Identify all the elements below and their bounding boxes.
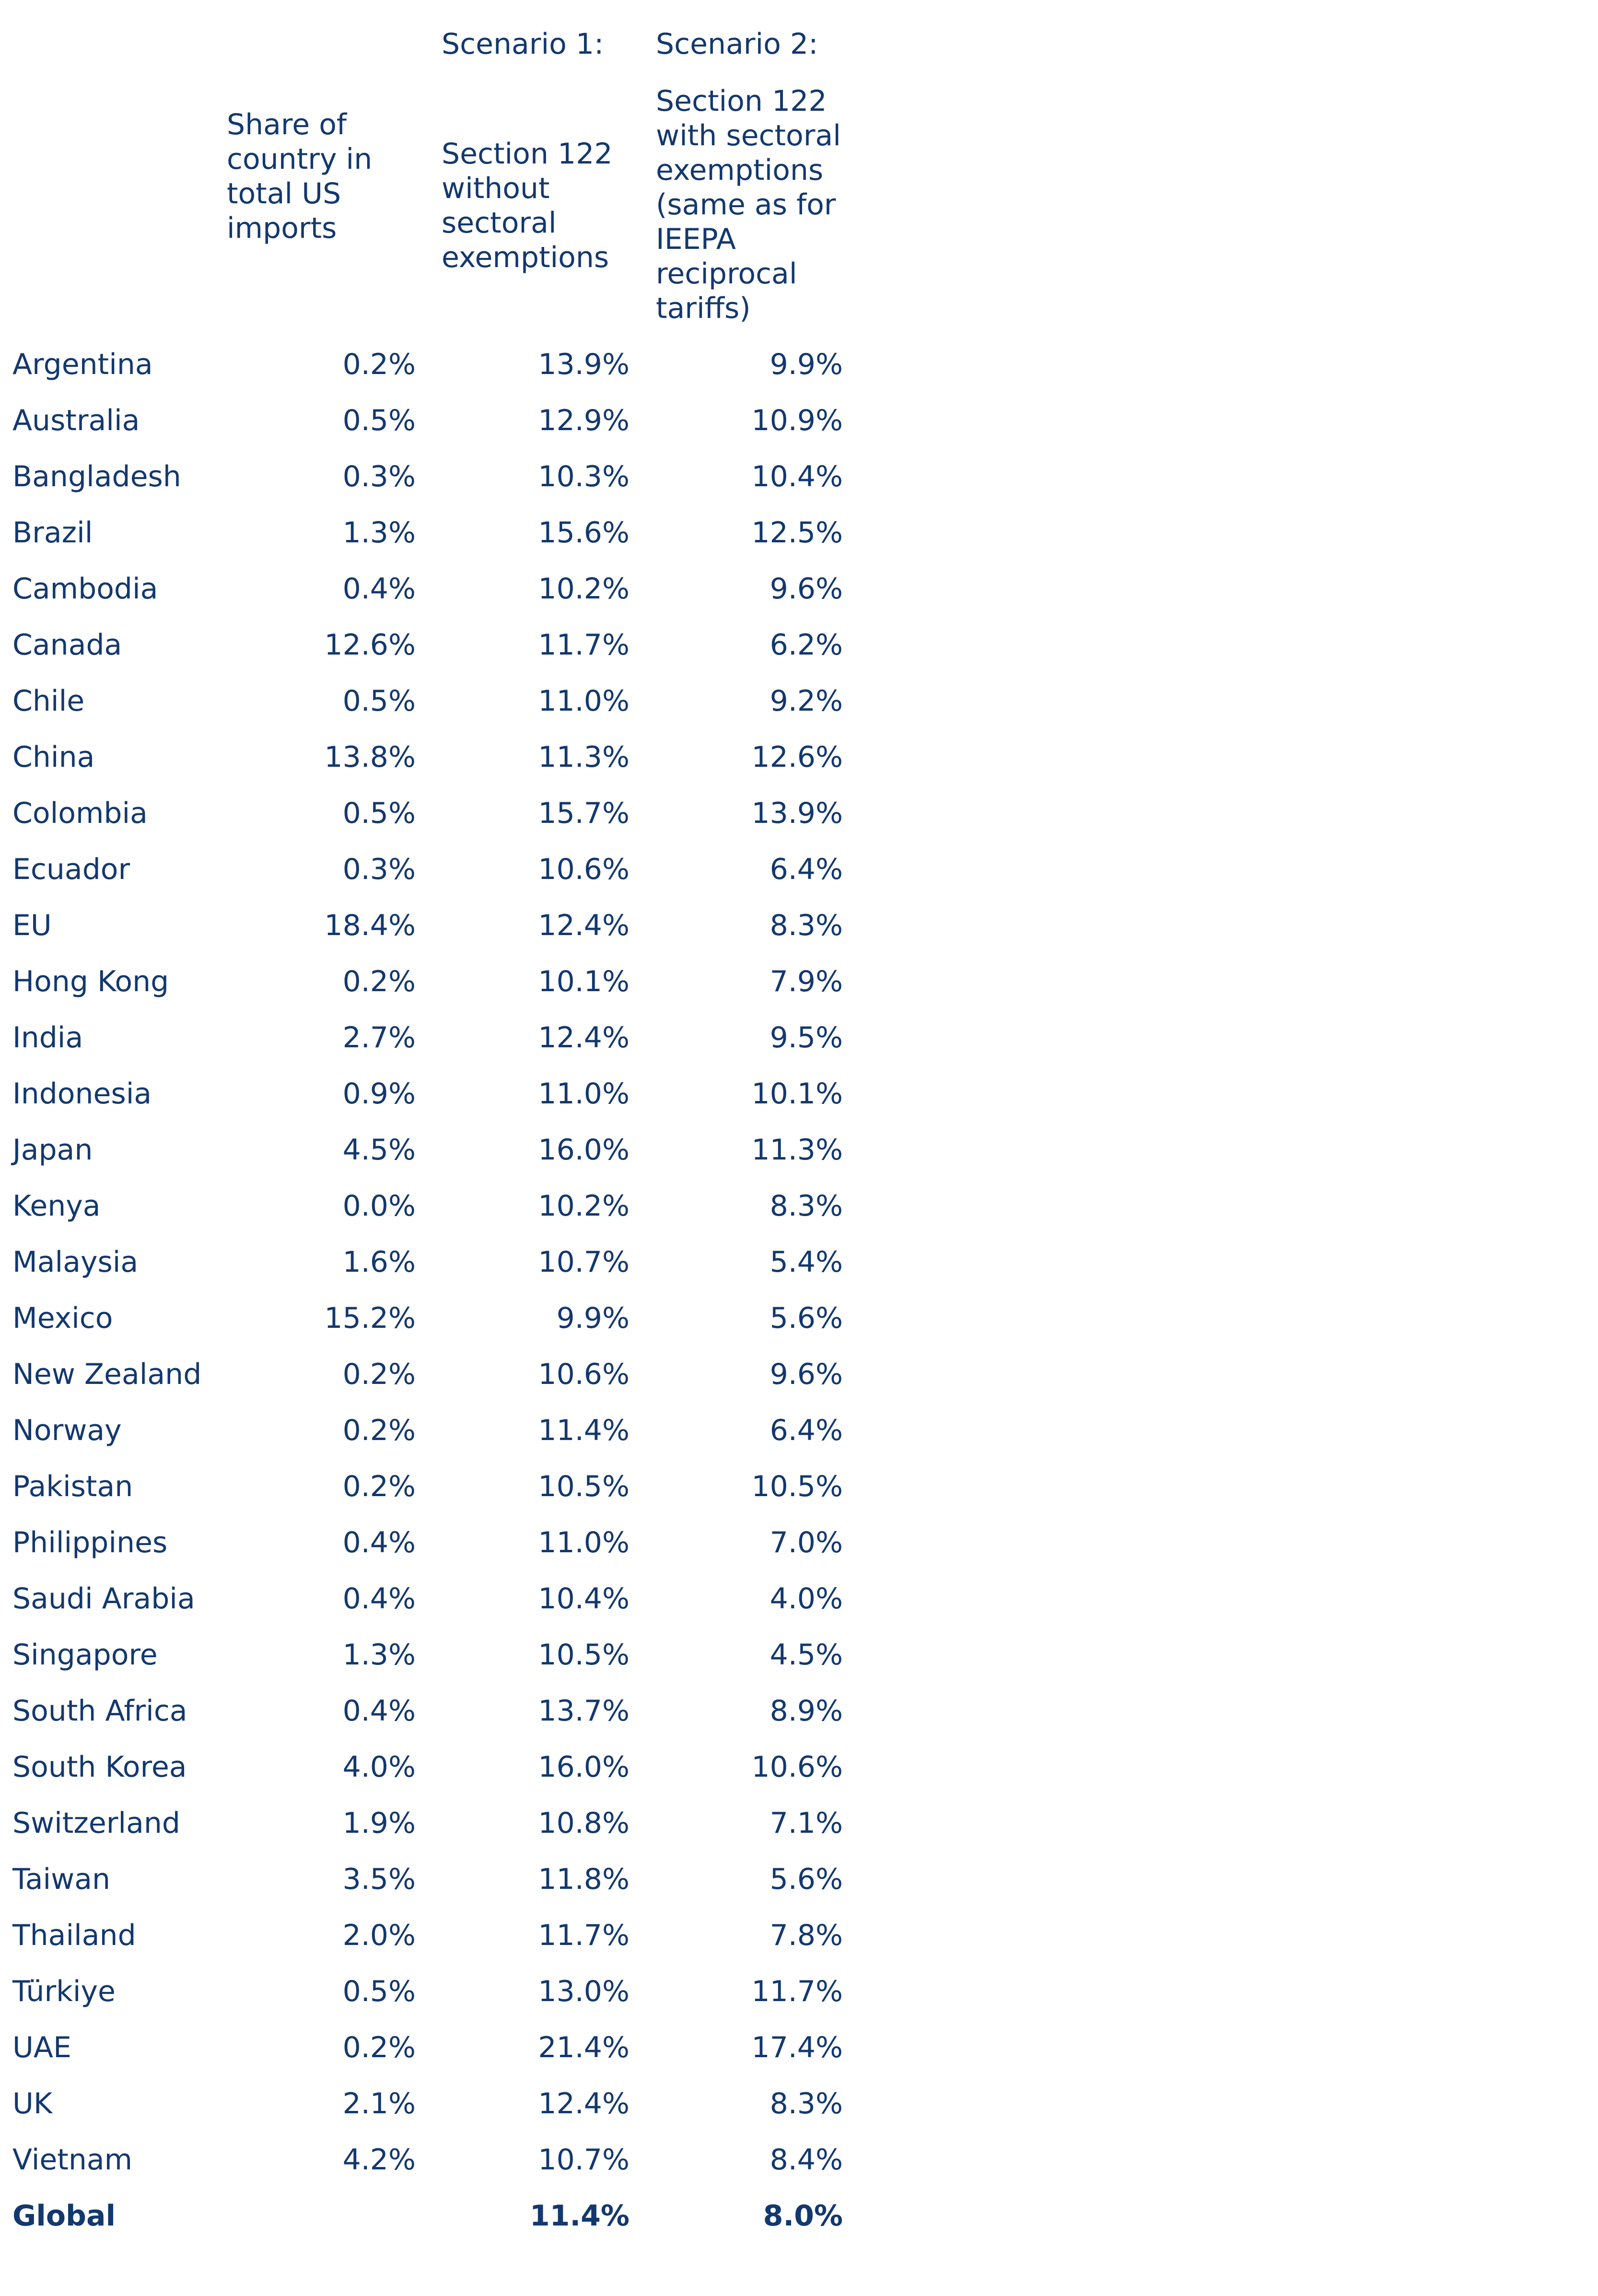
- share-value: 1.6%: [342, 1245, 416, 1279]
- scenario1-value: 10.2%: [538, 572, 630, 606]
- share-value: 4.0%: [342, 1750, 416, 1784]
- scenario1-value: 10.1%: [538, 965, 630, 998]
- table-row: [0, 1689, 863, 1745]
- scenario2-value: 11.3%: [751, 1133, 843, 1167]
- share-value: 0.4%: [342, 572, 416, 606]
- table-row: [0, 679, 863, 736]
- country-name: Vietnam: [12, 2143, 133, 2177]
- share-value: 0.0%: [342, 1189, 416, 1223]
- table-row: [0, 960, 863, 1016]
- scenario1-value: 12.4%: [538, 909, 630, 942]
- share-value: 0.2%: [342, 348, 416, 381]
- scenario2-title: Scenario 2:: [656, 27, 818, 61]
- scenario2-value: 10.1%: [751, 1077, 843, 1111]
- share-value: 0.2%: [342, 965, 416, 998]
- scenario2-value: 5.4%: [770, 1245, 843, 1279]
- country-name: Switzerland: [12, 1806, 180, 1840]
- scenario1-value: 10.4%: [538, 1582, 630, 1616]
- country-name: Malaysia: [12, 1245, 139, 1279]
- country-name: South Korea: [12, 1750, 187, 1784]
- country-name: Japan: [12, 1133, 93, 1167]
- country-name: Saudi Arabia: [12, 1582, 195, 1616]
- scenario2-value: 9.6%: [770, 572, 843, 606]
- scenario2-desc-line: exemptions: [656, 153, 824, 187]
- table-row: [0, 1184, 863, 1241]
- table-row: [0, 1072, 863, 1128]
- share-value: 0.2%: [342, 1470, 416, 1503]
- scenario2-desc-line: (same as for: [656, 188, 836, 222]
- scenario2-value: 7.0%: [770, 1526, 843, 1559]
- country-name: Ecuador: [12, 853, 130, 886]
- scenario2-desc-line: IEEPA: [656, 223, 736, 256]
- scenario2-desc-line: Section 122: [656, 84, 827, 118]
- country-name: UAE: [12, 2031, 71, 2064]
- scenario2-value: 4.5%: [770, 1638, 843, 1672]
- table-row: [0, 1745, 863, 1802]
- scenario1-title: Scenario 1:: [442, 27, 604, 61]
- country-name: Pakistan: [12, 1470, 133, 1503]
- table-row: [0, 1409, 863, 1465]
- table-row: [0, 623, 863, 679]
- scenario1-value: 10.6%: [538, 853, 630, 886]
- country-name: Colombia: [12, 797, 148, 830]
- table-row: [0, 1858, 863, 1914]
- country-name: Argentina: [12, 348, 153, 381]
- country-name: UK: [12, 2087, 53, 2120]
- header-share-line: country in: [227, 142, 373, 176]
- scenario1-desc-line: without: [442, 172, 550, 205]
- share-value: 2.7%: [342, 1021, 416, 1054]
- share-value: 4.5%: [342, 1133, 416, 1167]
- header-share-line: total US: [227, 177, 341, 211]
- country-name: Singapore: [12, 1638, 158, 1672]
- table-row: [0, 1521, 863, 1577]
- country-name: Türkiye: [12, 1975, 116, 2008]
- scenario2-value: 7.8%: [770, 1919, 843, 1952]
- table-row: [0, 455, 863, 511]
- scenario2-value: 7.1%: [770, 1806, 843, 1840]
- total-row: [0, 2194, 863, 2250]
- scenario1-value: 11.0%: [538, 684, 630, 718]
- scenario2-value: 9.6%: [770, 1358, 843, 1391]
- table-row: [0, 567, 863, 623]
- scenario2-value: 10.5%: [751, 1470, 843, 1503]
- table-row: [0, 1016, 863, 1072]
- country-name: Bangladesh: [12, 460, 181, 493]
- header-share-line: Share of: [227, 108, 347, 141]
- scenario1-value: 10.6%: [538, 1358, 630, 1391]
- country-name: Brazil: [12, 516, 93, 550]
- country-name: EU: [12, 909, 52, 942]
- scenario2-value: 12.5%: [751, 516, 843, 550]
- scenario1-value: 12.4%: [538, 2087, 630, 2120]
- share-value: 0.2%: [342, 2031, 416, 2064]
- scenario1-desc-line: Section 122: [442, 137, 613, 171]
- scenario2-value: 8.4%: [770, 2143, 843, 2177]
- table-row: [0, 1633, 863, 1689]
- scenario1-value: 12.9%: [538, 404, 630, 437]
- table-row: [0, 1970, 863, 2026]
- country-name: Norway: [12, 1414, 122, 1447]
- scenario2-value: 6.4%: [770, 1414, 843, 1447]
- table-row: [0, 1241, 863, 1297]
- share-value: 0.4%: [342, 1694, 416, 1728]
- total-scenario2-value: 8.0%: [763, 2199, 843, 2233]
- table-row: [0, 2082, 863, 2138]
- total-label: Global: [12, 2199, 116, 2233]
- scenario2-desc-line: reciprocal: [656, 257, 797, 291]
- scenario1-value: 13.0%: [538, 1975, 630, 2008]
- share-value: 13.8%: [324, 740, 416, 774]
- scenario2-value: 10.9%: [751, 404, 843, 437]
- table-row: [0, 848, 863, 904]
- scenario2-desc-line: tariffs): [656, 292, 751, 325]
- scenario2-value: 10.6%: [751, 1750, 843, 1784]
- scenario1-value: 10.7%: [538, 1245, 630, 1279]
- scenario2-value: 8.3%: [770, 2087, 843, 2120]
- scenario2-value: 9.5%: [770, 1021, 843, 1054]
- share-value: 4.2%: [342, 2143, 416, 2177]
- scenario2-value: 8.3%: [770, 1189, 843, 1223]
- scenario2-value: 11.7%: [751, 1975, 843, 2008]
- table-row: [0, 399, 863, 455]
- scenario1-value: 11.0%: [538, 1526, 630, 1559]
- country-name: Hong Kong: [12, 965, 169, 998]
- share-value: 15.2%: [324, 1301, 416, 1335]
- table-row: [0, 1577, 863, 1633]
- table-row: [0, 1297, 863, 1353]
- scenario1-desc-line: sectoral: [442, 206, 557, 240]
- share-value: 1.9%: [342, 1806, 416, 1840]
- share-value: 0.4%: [342, 1526, 416, 1559]
- country-name: New Zealand: [12, 1358, 202, 1391]
- scenario1-value: 11.8%: [538, 1863, 630, 1896]
- share-value: 0.5%: [342, 404, 416, 437]
- table-row: [0, 1353, 863, 1409]
- table-row: [0, 1914, 863, 1970]
- scenario1-value: 16.0%: [538, 1133, 630, 1167]
- header-scenario1-title: [442, 27, 604, 61]
- country-name: Canada: [12, 628, 122, 662]
- table-row: [0, 904, 863, 960]
- scenario2-value: 6.4%: [770, 853, 843, 886]
- total-scenario1-value: 11.4%: [529, 2199, 630, 2233]
- share-value: 1.3%: [342, 516, 416, 550]
- share-value: 3.5%: [342, 1863, 416, 1896]
- scenario1-value: 10.7%: [538, 2143, 630, 2177]
- scenario2-value: 7.9%: [770, 965, 843, 998]
- country-name: South Africa: [12, 1694, 187, 1728]
- table-row: [0, 792, 863, 848]
- scenario2-desc-line: with sectoral: [656, 119, 841, 152]
- scenario1-desc-line: exemptions: [442, 241, 609, 274]
- scenario1-value: 10.3%: [538, 460, 630, 493]
- country-name: Philippines: [12, 1526, 168, 1559]
- country-name: Chile: [12, 684, 85, 718]
- header-scenario2-title: [656, 27, 818, 61]
- header-share-line: imports: [227, 211, 337, 245]
- scenario1-value: 15.7%: [538, 797, 630, 830]
- country-name: Mexico: [12, 1301, 113, 1335]
- table-row: [0, 2026, 863, 2082]
- country-name: India: [12, 1021, 83, 1054]
- scenario1-value: 10.5%: [538, 1470, 630, 1503]
- header-scenario1-desc: [442, 137, 613, 275]
- share-value: 0.3%: [342, 460, 416, 493]
- share-value: 0.5%: [342, 797, 416, 830]
- scenario1-value: 11.3%: [538, 740, 630, 774]
- scenario1-value: 11.7%: [538, 628, 630, 662]
- scenario2-value: 9.9%: [770, 348, 843, 381]
- scenario1-value: 9.9%: [556, 1301, 630, 1335]
- scenario2-value: 5.6%: [770, 1863, 843, 1896]
- share-value: 0.2%: [342, 1358, 416, 1391]
- share-value: 0.5%: [342, 684, 416, 718]
- scenario1-value: 16.0%: [538, 1750, 630, 1784]
- country-name: Indonesia: [12, 1077, 152, 1111]
- scenario1-value: 12.4%: [538, 1021, 630, 1054]
- data-table: [0, 343, 863, 2250]
- scenario1-value: 13.7%: [538, 1694, 630, 1728]
- country-name: Kenya: [12, 1189, 101, 1223]
- scenario1-value: 10.2%: [538, 1189, 630, 1223]
- scenario2-value: 9.2%: [770, 684, 843, 718]
- country-name: Australia: [12, 404, 140, 437]
- scenario1-value: 11.7%: [538, 1919, 630, 1952]
- scenario2-value: 10.4%: [751, 460, 843, 493]
- share-value: 0.5%: [342, 1975, 416, 2008]
- scenario2-value: 4.0%: [770, 1582, 843, 1616]
- table-row: [0, 1802, 863, 1858]
- country-name: Thailand: [12, 1919, 136, 1952]
- share-value: 12.6%: [324, 628, 416, 662]
- scenario2-value: 13.9%: [751, 797, 843, 830]
- scenario1-value: 11.4%: [538, 1414, 630, 1447]
- share-value: 0.3%: [342, 853, 416, 886]
- table-row: [0, 1128, 863, 1184]
- scenario2-value: 6.2%: [770, 628, 843, 662]
- scenario1-value: 15.6%: [538, 516, 630, 550]
- share-value: 2.1%: [342, 2087, 416, 2120]
- scenario2-value: 8.3%: [770, 909, 843, 942]
- scenario2-value: 12.6%: [751, 740, 843, 774]
- table-row: [0, 343, 863, 399]
- country-name: China: [12, 740, 95, 774]
- scenario1-value: 21.4%: [538, 2031, 630, 2064]
- scenario1-value: 10.8%: [538, 1806, 630, 1840]
- header-scenario2-desc: [656, 84, 841, 326]
- table-row: [0, 736, 863, 792]
- share-value: 2.0%: [342, 1919, 416, 1952]
- table-row: [0, 1465, 863, 1521]
- share-value: 0.2%: [342, 1414, 416, 1447]
- share-value: 18.4%: [324, 909, 416, 942]
- table-row: [0, 2138, 863, 2194]
- scenario1-value: 10.5%: [538, 1638, 630, 1672]
- header-share: [227, 107, 372, 246]
- share-value: 1.3%: [342, 1638, 416, 1672]
- table-row: [0, 511, 863, 567]
- scenario1-value: 13.9%: [538, 348, 630, 381]
- share-value: 0.9%: [342, 1077, 416, 1111]
- share-value: 0.4%: [342, 1582, 416, 1616]
- scenario2-value: 5.6%: [770, 1301, 843, 1335]
- scenario2-value: 8.9%: [770, 1694, 843, 1728]
- country-name: Cambodia: [12, 572, 158, 606]
- scenario2-value: 17.4%: [751, 2031, 843, 2064]
- scenario1-value: 11.0%: [538, 1077, 630, 1111]
- country-name: Taiwan: [12, 1863, 111, 1896]
